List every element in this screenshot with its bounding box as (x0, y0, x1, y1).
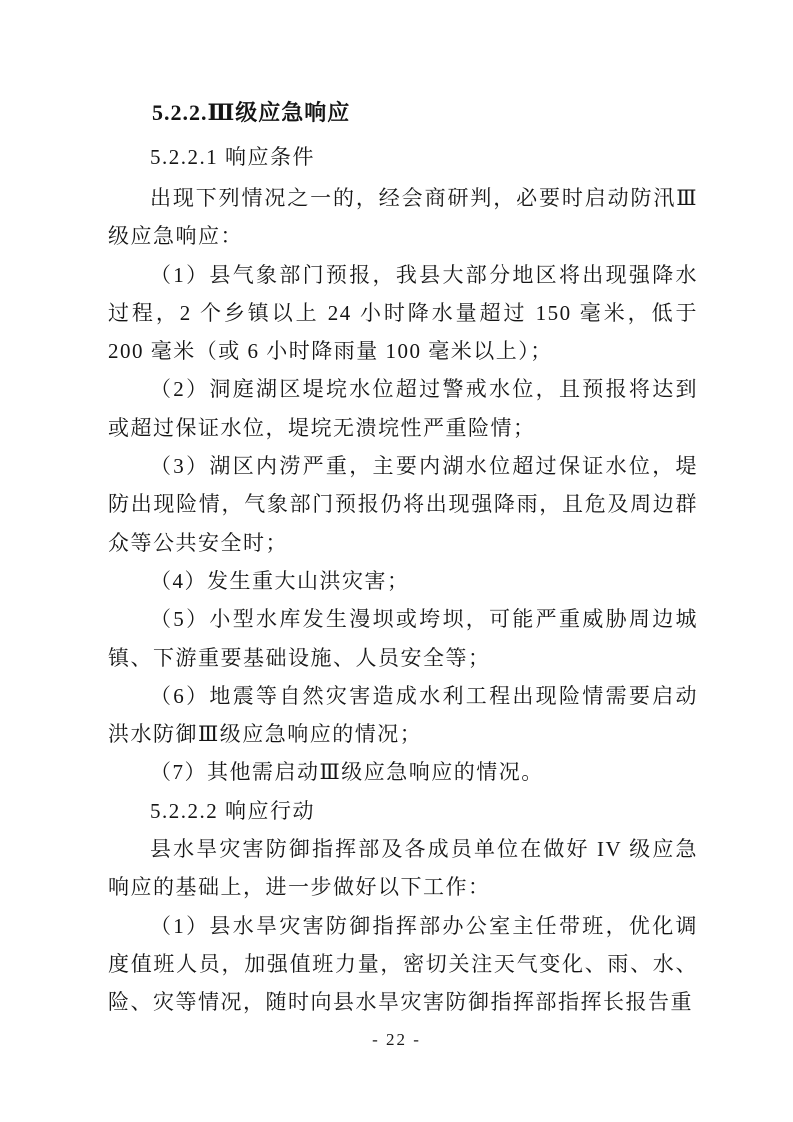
paragraph: （4）发生重大山洪灾害； (150, 568, 410, 593)
page-number: - 22 - (372, 1030, 421, 1049)
paragraph: （6）地震等自然灾害造成水利工程出现险情需要启动洪水防御Ⅲ级应急响应的情况； (108, 683, 698, 747)
document-content (108, 90, 698, 1022)
paragraph: （7）其他需启动Ⅲ级应急响应的情况。 (150, 760, 544, 785)
paragraph: （1）县气象部门预报，我县大部分地区将出现强降水过程，2 个乡镇以上 24 小时降水量超过 150 毫米，低于 200 毫米（或 6 小时降雨量 100 毫米以上）； (108, 262, 698, 364)
subsection-heading-response-conditions: 5.2.2.1 响应条件 (150, 145, 315, 169)
paragraph: （5）小型水库发生漫坝或垮坝，可能严重威胁周边城镇、下游重要基础设施、人员安全等； (108, 607, 698, 670)
paragraph: （1）县水旱灾害防御指挥部办公室主任带班，优化调度值班人员，加强值班力量，密切关注天气变化、雨、水、险、灾等情况，随时向县水旱灾害防御指挥部指挥长报告重 (108, 913, 698, 1015)
section-heading: 5.2.2.Ⅲ级应急响应 (152, 100, 351, 125)
paragraph: （3）湖区内涝严重，主要内湖水位超过保证水位，堤防出现险情，气象部门预报仍将出现强降雨，且危及周边群众等公共安全时； (108, 454, 698, 555)
subsection-heading-response-actions: 5.2.2.2 响应行动 (150, 798, 315, 823)
paragraph: （2）洞庭湖区堤垸水位超过警戒水位，且预报将达到或超过保证水位，堤垸无溃垸性严重险情； (108, 377, 698, 440)
paragraph: 县水旱灾害防御指挥部及各成员单位在做好 IV 级应急响应的基础上，进一步做好以下工作： (108, 837, 698, 900)
paragraph: 出现下列情况之一的，经会商研判，必要时启动防汛Ⅲ级应急响应： (108, 186, 698, 249)
